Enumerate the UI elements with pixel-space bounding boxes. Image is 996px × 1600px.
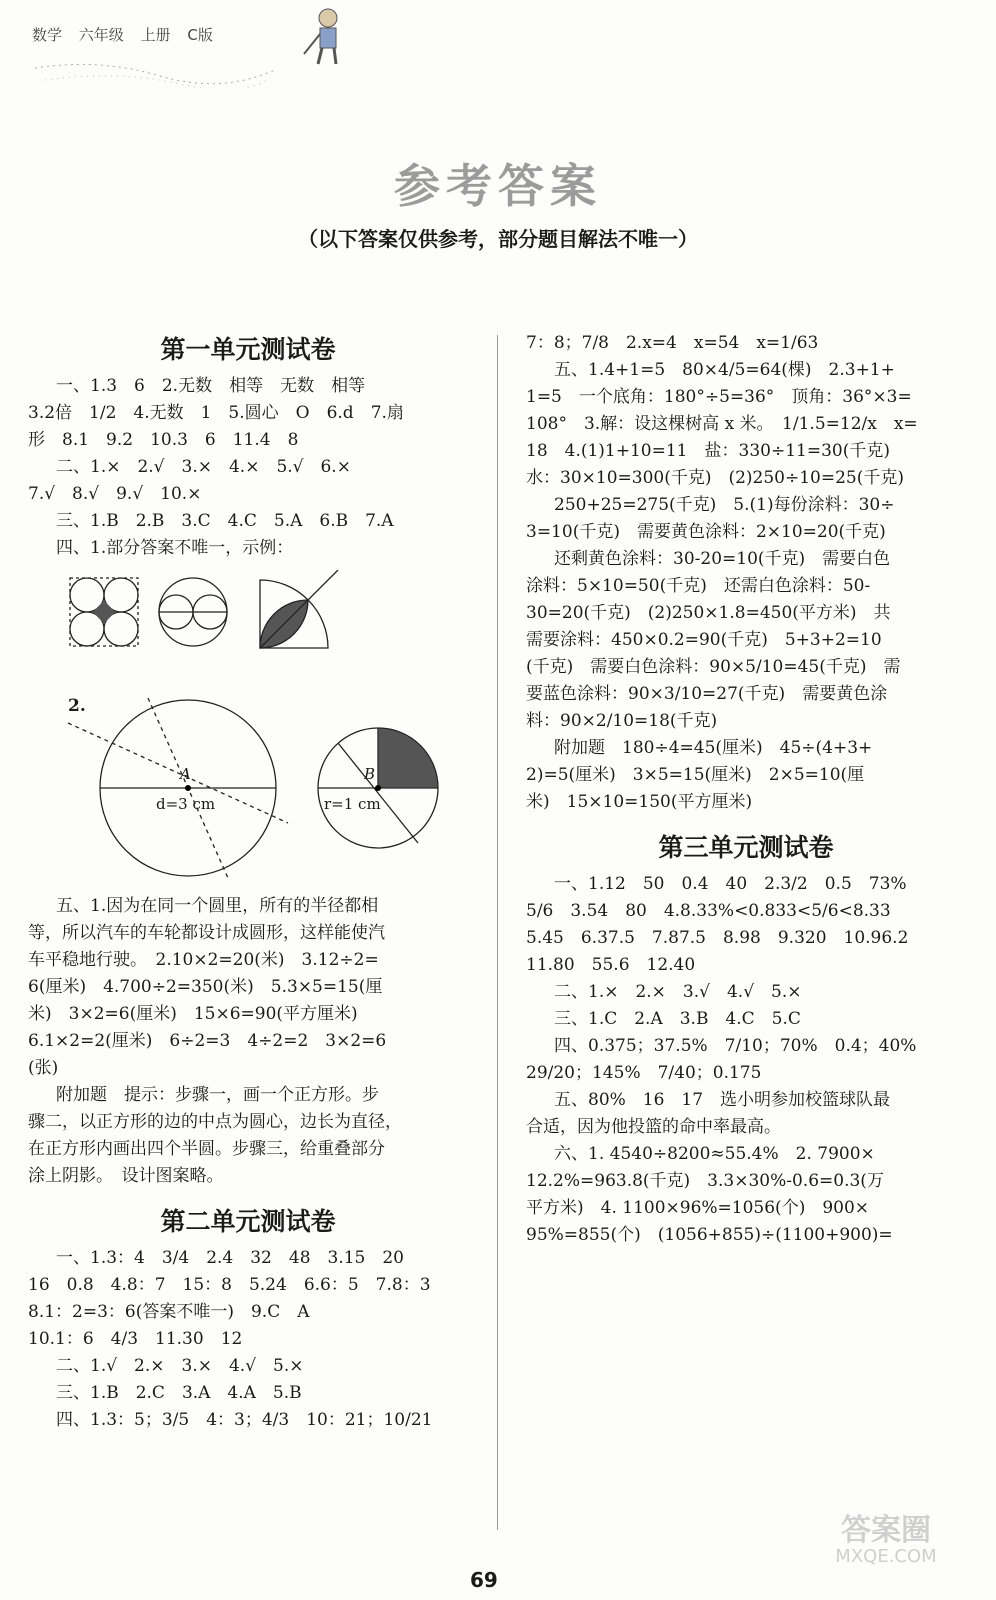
answer-line: 29/20；145% 7/40；0.175 xyxy=(526,1063,762,1083)
answer-line: 95%=855(个) (1056+855)÷(1100+900)= xyxy=(526,1225,893,1245)
answer-line: 五、1.因为在同一个圆里，所有的半径都相 xyxy=(56,896,379,916)
header-volume: 上册 xyxy=(140,26,171,44)
circle-diameter-figures xyxy=(28,693,468,883)
answer-line: 3=10(千克) 需要黄色涂料：2×10=20(千克) xyxy=(526,522,886,542)
svg-text:MXQE.COM: MXQE.COM xyxy=(835,1546,937,1567)
answer-line: 7.√ 8.√ 9.√ 10.× xyxy=(28,484,202,504)
answer-line: 18 4.(1)1+10=11 盐：330÷11=30(千克) xyxy=(526,441,890,461)
answer-line: 一、1.3：4 3/4 2.4 32 48 3.15 20 xyxy=(56,1248,404,1268)
answer-line: 三、1.C 2.A 3.B 4.C 5.C xyxy=(554,1009,801,1029)
watermark-logo-icon xyxy=(806,1500,966,1570)
answer-line: 米) 3×2=6(厘米) 15×6=90(平方厘米) xyxy=(28,1004,358,1024)
answer-line: 3.2倍 1/2 4.无数 1 5.圆心 O 6.d 7.扇 xyxy=(28,403,404,423)
answer-line: (千克) 需要白色涂料：90×5/10=45(千克) 需 xyxy=(526,657,901,677)
answer-line: 车平稳地行驶。 2.10×2=20(米) 3.12÷2= xyxy=(28,950,379,970)
answer-line: 一、1.12 50 0.4 40 2.3/2 0.5 73% xyxy=(554,874,907,894)
answer-line: 涂料：5×10=50(千克) 还需白色涂料：50- xyxy=(526,576,871,596)
answer-line: 骤二，以正方形的边的中点为圆心，边长为直径， xyxy=(28,1112,402,1132)
answer-line: 一、1.3 6 2.无数 相等 无数 相等 xyxy=(56,376,366,396)
column-divider xyxy=(497,335,498,1530)
boy-illustration-icon xyxy=(300,6,350,66)
answer-line: 料：90×2/10=18(千克) xyxy=(526,711,718,731)
answer-line: (张) xyxy=(28,1058,59,1078)
unit1-figures-1 xyxy=(28,570,468,685)
circle-pattern-figures xyxy=(28,570,388,685)
answer-line: 在正方形内画出四个半圆。步骤三，给重叠部分 xyxy=(28,1139,385,1159)
unit1-figures-2 xyxy=(28,693,468,883)
answer-line: 水：30×10=300(千克) (2)250÷10=25(千克) xyxy=(526,468,905,488)
svg-text:答案圈: 答案圈 xyxy=(841,1513,931,1548)
answer-line: 要蓝色涂料：90×3/10=27(千克) 需要黄色涂 xyxy=(526,684,888,704)
radius-label: r=1 cm xyxy=(324,795,381,813)
answer-line: 16 0.8 4.8：7 15：8 5.24 6.6：5 7.8：3 xyxy=(28,1275,431,1295)
answer-line: 三、1.B 2.C 3.A 4.A 5.B xyxy=(56,1383,302,1403)
left-column xyxy=(28,330,468,1434)
answer-line: 12.2%=963.8(千克) 3.3×30%-0.6=0.3(万 xyxy=(526,1171,884,1191)
answer-line: 平方米) 4. 1100×96%=1056(个) 900× xyxy=(526,1198,870,1218)
header-decoration xyxy=(30,58,280,88)
answer-line: 四、1.3：5；3/5 4：3；4/3 10：21；10/21 xyxy=(56,1410,433,1430)
answer-line: 10.1：6 4/3 11.30 12 xyxy=(28,1329,243,1349)
answer-line: 2)=5(厘米) 3×5=15(厘米) 2×5=10(厘 xyxy=(526,765,865,785)
unit2-title: 第二单元测试卷 xyxy=(160,1207,336,1236)
answer-line: 8.1：2=3：6(答案不唯一) 9.C A xyxy=(28,1302,310,1322)
answer-line: 7：8；7/8 2.x=4 x=54 x=1/63 xyxy=(526,333,819,353)
answer-line: 二、1.× 2.√ 3.× 4.× 5.√ 6.× xyxy=(56,457,351,477)
page-header xyxy=(32,24,225,45)
answer-line: 三、1.B 2.B 3.C 4.C 5.A 6.B 7.A xyxy=(56,511,394,531)
answer-line: 形 8.1 9.2 10.3 6 11.4 8 xyxy=(28,430,299,450)
answer-line: 5.45 6.37.5 7.87.5 8.98 9.320 10.96.2 xyxy=(526,928,909,948)
answer-line: 五、80% 16 17 选小明参加校篮球队最 xyxy=(554,1090,891,1110)
diameter-label: d=3 cm xyxy=(156,795,216,813)
page-subtitle: （以下答案仅供参考，部分题目解法不唯一） xyxy=(298,227,698,251)
page-number: 69 xyxy=(470,1568,498,1592)
answer-line: 米) 15×10=150(平方厘米) xyxy=(526,792,753,812)
answer-line: 附加题 提示：步骤一，画一个正方形。步 xyxy=(56,1085,379,1105)
page-title: 参考答案 xyxy=(394,159,602,213)
header-grade: 六年级 xyxy=(78,26,124,44)
answer-line: 等，所以汽车的车轮都设计成圆形，这样能使汽 xyxy=(28,923,385,943)
answer-line: 6.1×2=2(厘米) 6÷2=3 4÷2=2 3×2=6 xyxy=(28,1031,387,1051)
answer-line: 四、1.部分答案不唯一，示例： xyxy=(56,538,294,558)
answer-line: 还剩黄色涂料：30-20=10(千克) 需要白色 xyxy=(554,549,891,569)
header-subject: 数学 xyxy=(32,26,63,44)
unit3-title: 第三单元测试卷 xyxy=(658,833,834,862)
answer-line: 6(厘米) 4.700÷2=350(米) 5.3×5=15(厘 xyxy=(28,977,383,997)
answer-line: 六、1. 4540÷8200≈55.4% 2. 7900× xyxy=(554,1144,875,1164)
point-b-label: B xyxy=(364,765,376,783)
answer-line: 二、1.√ 2.× 3.× 4.√ 5.× xyxy=(56,1356,304,1376)
answer-line: 五、1.4+1=5 80×4/5=64(棵) 2.3+1+ xyxy=(554,360,895,380)
answer-line: 附加题 180÷4=45(厘米) 45÷(4+3+ xyxy=(554,738,873,758)
answer-line: 二、1.× 2.× 3.√ 4.√ 5.× xyxy=(554,982,802,1002)
answer-line: 需要涂料：450×0.2=90(千克) 5+3+2=10 xyxy=(526,630,882,650)
answer-line: 30=20(千克) (2)250×1.8=450(平方米) 共 xyxy=(526,603,891,623)
answer-line: 5/6 3.54 80 4.8.33%<0.833<5/6<8.33 xyxy=(526,901,891,921)
answer-line: 四、0.375；37.5% 7/10；70% 0.4；40% xyxy=(554,1036,917,1056)
right-column xyxy=(526,330,966,1249)
unit1-title: 第一单元测试卷 xyxy=(160,335,336,364)
answer-line: 11.80 55.6 12.40 xyxy=(526,955,696,975)
figure-label: 2. xyxy=(68,696,86,716)
answer-line: 1=5 一个底角：180°÷5=36° 顶角：36°×3= xyxy=(526,387,912,407)
header-edition: C版 xyxy=(187,26,213,44)
answer-line: 合适，因为他投篮的命中率最高。 xyxy=(526,1117,781,1137)
answer-line: 108° 3.解：设这棵树高 x 米。 1/1.5=12/x x= xyxy=(526,414,918,434)
point-a-label: A xyxy=(180,765,191,783)
answer-line: 250+25=275(千克) 5.(1)每份涂料：30÷ xyxy=(554,495,895,515)
answer-line: 涂上阴影。 设计图案略。 xyxy=(28,1166,224,1186)
